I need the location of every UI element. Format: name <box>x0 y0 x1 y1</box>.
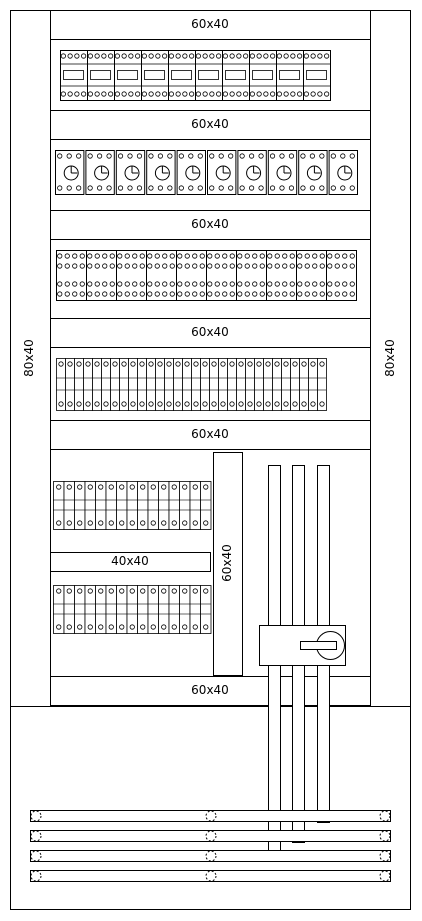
terminal-block <box>254 359 264 411</box>
contactor <box>87 251 117 301</box>
terminal-block <box>227 359 237 411</box>
small-terminal <box>190 482 201 530</box>
terminal-block <box>101 359 111 411</box>
duct-h-bottom-label: 60x40 <box>191 683 229 697</box>
terminal-block <box>83 359 93 411</box>
contactor-row <box>57 251 357 301</box>
contactor <box>117 251 147 301</box>
small-terminal <box>74 482 85 530</box>
small-terminal <box>116 482 127 530</box>
small-terminal <box>64 482 75 530</box>
duct-h1-label: 60x40 <box>191 17 229 31</box>
small-terminal <box>85 482 96 530</box>
terminal-block <box>173 359 183 411</box>
contactor <box>57 251 87 301</box>
terminal-block <box>308 359 318 411</box>
duct-h4-label: 60x40 <box>191 325 229 339</box>
terminal-block <box>155 359 165 411</box>
small-terminal <box>179 482 190 530</box>
duct-h3-label: 60x40 <box>191 217 229 231</box>
horizontal-busbar <box>31 831 391 842</box>
small-terminal <box>137 482 148 530</box>
motor-protection-row <box>56 151 358 195</box>
circuit-breaker <box>141 51 169 101</box>
terminal-block <box>191 359 201 411</box>
small-terminal <box>179 586 190 634</box>
cabinet-outline <box>11 11 411 910</box>
small-terminal <box>53 586 64 634</box>
small-terminal <box>137 586 148 634</box>
horizontal-busbars <box>31 811 391 882</box>
small-terminal-row-lower <box>53 586 211 634</box>
small-terminal <box>148 586 159 634</box>
main-disconnect-switch <box>260 626 346 666</box>
terminal-block <box>182 359 192 411</box>
duct-h-small-label: 40x40 <box>111 554 149 568</box>
terminal-block <box>218 359 228 411</box>
small-terminal <box>148 482 159 530</box>
small-terminal <box>53 482 64 530</box>
circuit-breaker <box>168 51 196 101</box>
small-terminal <box>106 586 117 634</box>
terminal-block <box>92 359 102 411</box>
circuit-breaker <box>222 51 250 101</box>
circuit-breaker <box>87 51 115 101</box>
motor-protection-switch <box>238 151 266 195</box>
small-terminal <box>169 482 180 530</box>
small-terminal <box>74 586 85 634</box>
small-terminal <box>190 586 201 634</box>
horizontal-busbar <box>31 871 391 882</box>
contactor <box>327 251 357 301</box>
terminal-block <box>272 359 282 411</box>
terminal-block <box>263 359 273 411</box>
duct-left-label: 80x40 <box>22 339 36 377</box>
duct-right-label: 80x40 <box>383 339 397 377</box>
terminal-block <box>137 359 147 411</box>
small-terminal <box>116 586 127 634</box>
small-terminal <box>85 586 96 634</box>
circuit-breaker-row <box>60 51 331 101</box>
contactor <box>267 251 297 301</box>
contactor <box>297 251 327 301</box>
circuit-breaker <box>195 51 223 101</box>
duct-h2-label: 60x40 <box>191 117 229 131</box>
motor-protection-switch <box>268 151 296 195</box>
small-terminal <box>64 586 75 634</box>
small-terminal <box>127 586 138 634</box>
terminal-block <box>281 359 291 411</box>
terminal-block <box>146 359 156 411</box>
small-terminal <box>169 586 180 634</box>
horizontal-busbar <box>31 851 391 862</box>
circuit-breaker <box>249 51 277 101</box>
motor-protection-switch <box>177 151 205 195</box>
motor-protection-switch <box>329 151 357 195</box>
terminal-block <box>56 359 66 411</box>
contactor <box>207 251 237 301</box>
terminal-block <box>110 359 120 411</box>
terminal-block <box>245 359 255 411</box>
terminal-block <box>290 359 300 411</box>
horizontal-busbar <box>31 811 391 822</box>
terminal-block <box>209 359 219 411</box>
terminal-block <box>74 359 84 411</box>
small-terminal <box>106 482 117 530</box>
contactor <box>147 251 177 301</box>
small-terminal <box>95 586 106 634</box>
circuit-breaker <box>303 51 331 101</box>
terminal-block <box>65 359 75 411</box>
small-terminal-row-upper <box>53 482 211 530</box>
motor-protection-switch <box>56 151 84 195</box>
terminal-block <box>164 359 174 411</box>
terminal-block-row <box>56 359 327 411</box>
motor-protection-switch <box>299 151 327 195</box>
terminal-block <box>200 359 210 411</box>
terminal-block <box>236 359 246 411</box>
motor-protection-switch <box>147 151 175 195</box>
terminal-block <box>299 359 309 411</box>
terminal-block <box>317 359 327 411</box>
duct-h5-label: 60x40 <box>191 427 229 441</box>
contactor <box>237 251 267 301</box>
small-terminal <box>158 586 169 634</box>
motor-protection-switch <box>208 151 236 195</box>
motor-protection-switch <box>86 151 114 195</box>
small-terminal <box>95 482 106 530</box>
small-terminal <box>200 586 211 634</box>
circuit-breaker <box>276 51 304 101</box>
circuit-breaker <box>60 51 88 101</box>
motor-protection-switch <box>116 151 144 195</box>
contactor <box>177 251 207 301</box>
small-terminal <box>127 482 138 530</box>
small-terminal <box>158 482 169 530</box>
terminal-block <box>119 359 129 411</box>
terminal-block <box>128 359 138 411</box>
small-terminal <box>200 482 211 530</box>
circuit-breaker <box>114 51 142 101</box>
duct-inner-label: 60x40 <box>220 544 234 582</box>
switch-handle-icon <box>301 642 337 650</box>
